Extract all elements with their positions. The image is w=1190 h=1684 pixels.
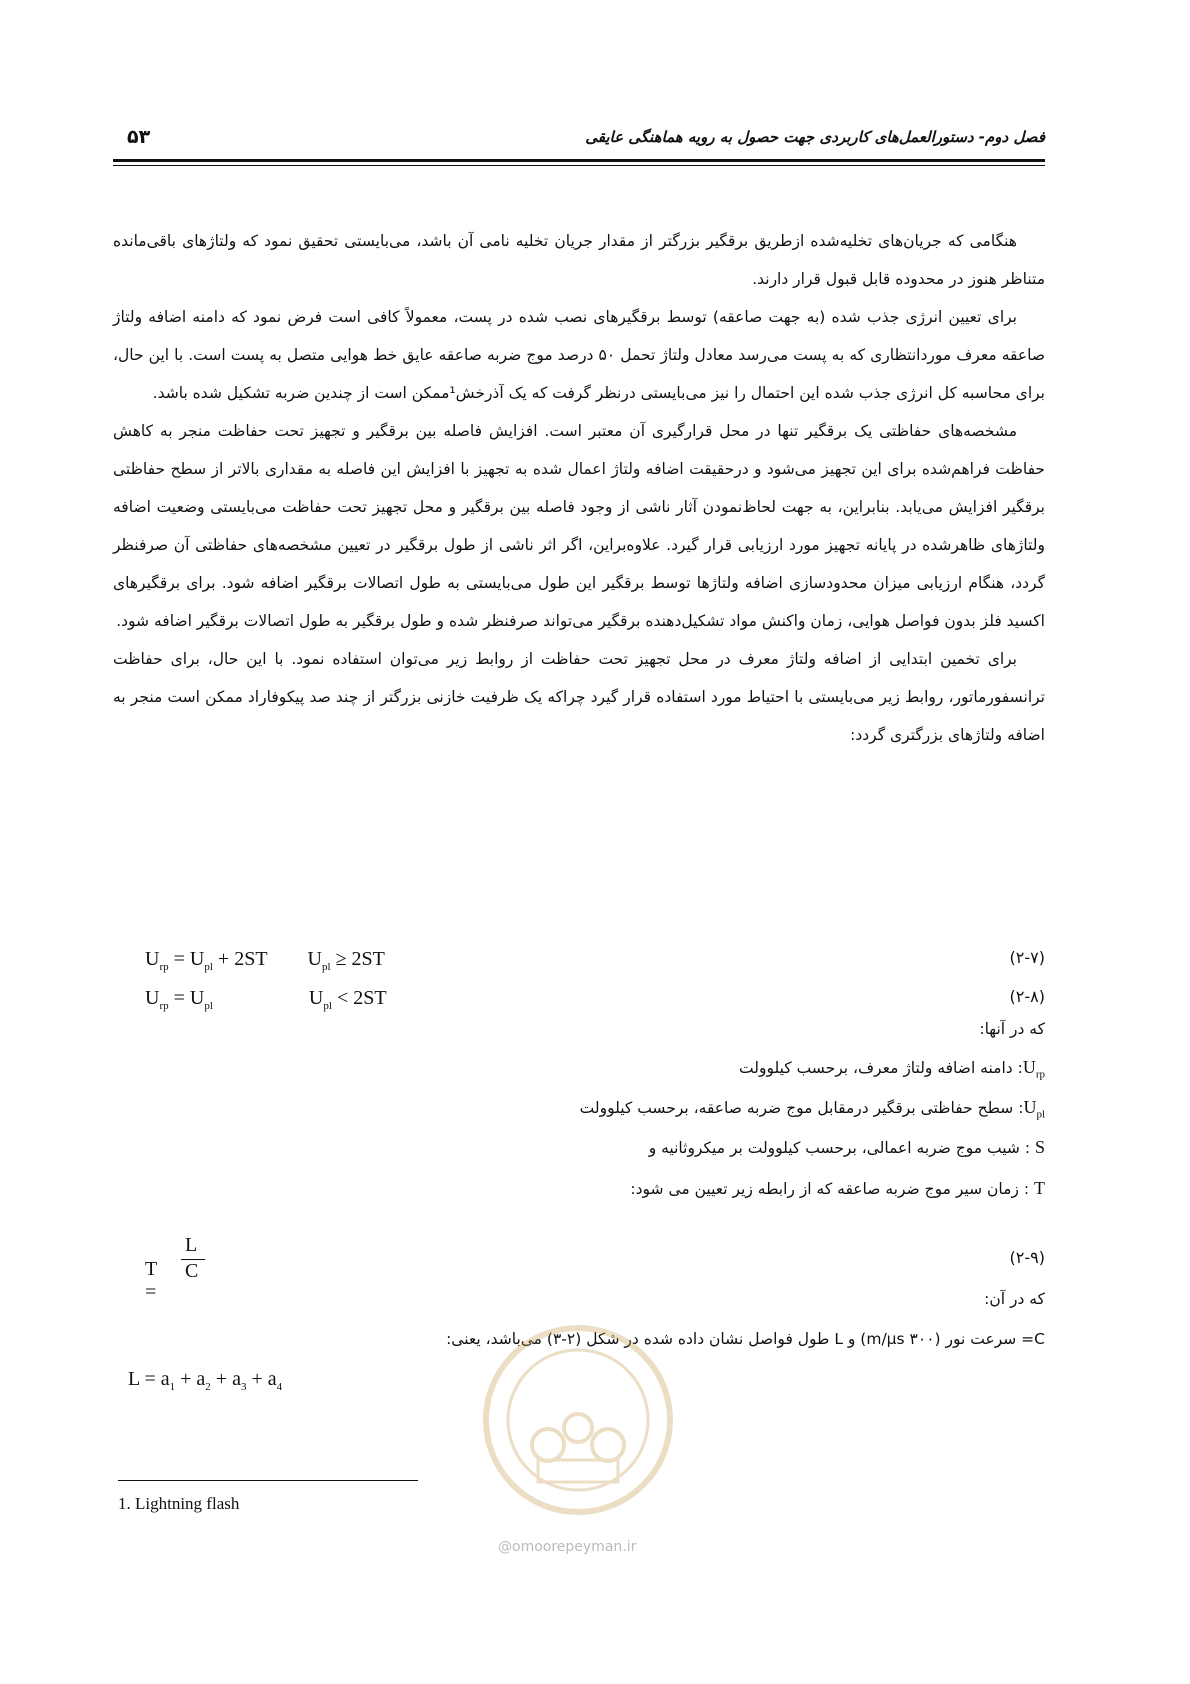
def-c: C= سرعت نور (۳۰۰ m/µs) و L طول فواصل نشان داده شده در شکل (۲-۳) می‌باشد، یعنی: [446, 1330, 1045, 1348]
watermark-logo [478, 1320, 678, 1520]
equation-9-number: (۲-۹) [1009, 1248, 1045, 1267]
def-s: S : شیب موج ضربه اعمالی، برحسب کیلوولت بر میکروثانیه و [648, 1137, 1045, 1157]
def-upl: $U_{pl}$: سطح حفاظتی برقگیر درمقابل موج ضربه صاعقه، برحسب کیلوولت [579, 1097, 1045, 1121]
equation-8-formula: $U_{rp} = U_{pl}$ $U_{pl} < 2ST$ [145, 987, 387, 1012]
footnote: 1. Lightning flash [118, 1494, 240, 1513]
header-rule-thick [113, 159, 1045, 162]
equation-8 [113, 987, 1045, 1017]
paragraph-2: برای تعیین انرژی جذب شده (به جهت صاعقه) توسط برقگیرهای نصب شده در پست، معمولاً کافی است فرض نمود که دامنه اضافه ولتاژ صاعقه معرف موردانتظاری که به پست می‌رسد معادل ولتاژ تحمل ۵۰ درصد موج ضربه صاعقه عایق خط هوایی متصل به پست است. با این حال، برای محاسبه کل انرژی جذب شده این احتمال را نیز می‌بایستی درنظر گرفت که یک آذرخش¹ممکن است از چندین ضربه تشکیل شده باشد. [113, 308, 1045, 402]
chapter-title: فصل دوم- دستورالعمل‌های کاربردی جهت حصول به رویه هماهنگی عایقی [585, 128, 1045, 146]
footnote-rule [118, 1480, 418, 1481]
paragraph-1: هنگامی که جریان‌های تخلیه‌شده ازطریق برقگیر بزرگتر از مقدار جریان تخلیه نامی آن باشد، می‌بایستی تحقیق نمود که ولتاژهای باقی‌مانده متناظر هنوز در محدوده قابل قبول قرار دارند. [113, 232, 1045, 288]
equation-9 [113, 1248, 1045, 1278]
where-plural: که در آنها: [979, 1020, 1045, 1038]
header-rule-thin [113, 165, 1045, 166]
equation-7-formula: $U_{rp} = U_{pl} + 2ST$ $U_{pl} \ge 2ST$ [145, 948, 385, 973]
equation-length-sum: $L = a_1 + a_2 + a_3 + a_4$ [128, 1368, 283, 1393]
where-single: که در آن: [984, 1290, 1045, 1308]
equation-7 [113, 948, 1045, 978]
paragraph-3: مشخصه‌های حفاظتی یک برقگیر تنها در محل قرارگیری آن معتبر است. افزایش فاصله بین برقگیر و تجهیز تحت حفاظت منجر به کاهش حفاظت فراهم‌شده برای این تجهیز می‌شود و درحقیقت اضافه ولتاژ اعمال شده به تجهیز با افزایش این فاصله به مقداری بالاتر از سطح حفاظتی برقگیر افزایش می‌یابد. بنابراین، به جهت لحاظ‌نمودن آثار ناشی از وجود فاصله بین برقگیر و محل تجهیز تحت حفاظت می‌بایستی وضعیت اضافه ولتاژهای ظاهرشده در پایانه تجهیز مورد ارزیابی قرار گیرد. علاوه‌براین، اگر اثر ناشی از طول برقگیر در تعیین مشخصه‌های حفاظتی آن صرفنظر گردد، هنگام ارزیابی میزان محدودسازی اضافه ولتاژها توسط برقگیر این طول می‌بایستی به طول اتصالات برقگیر اضافه شود. برای برقگیرهای اکسید فلز بدون فواصل هوایی، زمان واکنش مواد تشکیل‌دهنده برقگیر می‌تواند صرفنظر شده و طول برقگیر به طول اتصالات برقگیر اضافه شود. [113, 422, 1045, 630]
page-header [113, 126, 1045, 158]
page-number: ۵۳ [127, 126, 151, 148]
watermark-text: @omoorepeyman.ir [498, 1539, 637, 1555]
equation-8-number: (۲-۸) [1009, 987, 1045, 1006]
paragraph-4: برای تخمین ابتدایی از اضافه ولتاژ معرف در محل تجهیز تحت حفاظت از روابط زیر می‌توان استفاده نمود. با این حال، برای حفاظت ترانسفورماتور، روابط زیر می‌بایستی با احتیاط مورد استفاده قرار گیرد چراکه یک ظرفیت خازنی بزرگتر از چند صد پیکوفاراد ممکن است منجر به اضافه ولتاژهای بزرگتری گردد: [113, 650, 1045, 744]
def-urp: $U_{rp}$: دامنه اضافه ولتاژ معرف، برحسب کیلوولت [739, 1057, 1045, 1081]
equation-7-number: (۲-۷) [1009, 948, 1045, 967]
body-text [113, 222, 1045, 754]
def-t: T : زمان سیر موج ضربه صاعقه که از رابطه زیر تعیین می شود: [630, 1178, 1045, 1198]
